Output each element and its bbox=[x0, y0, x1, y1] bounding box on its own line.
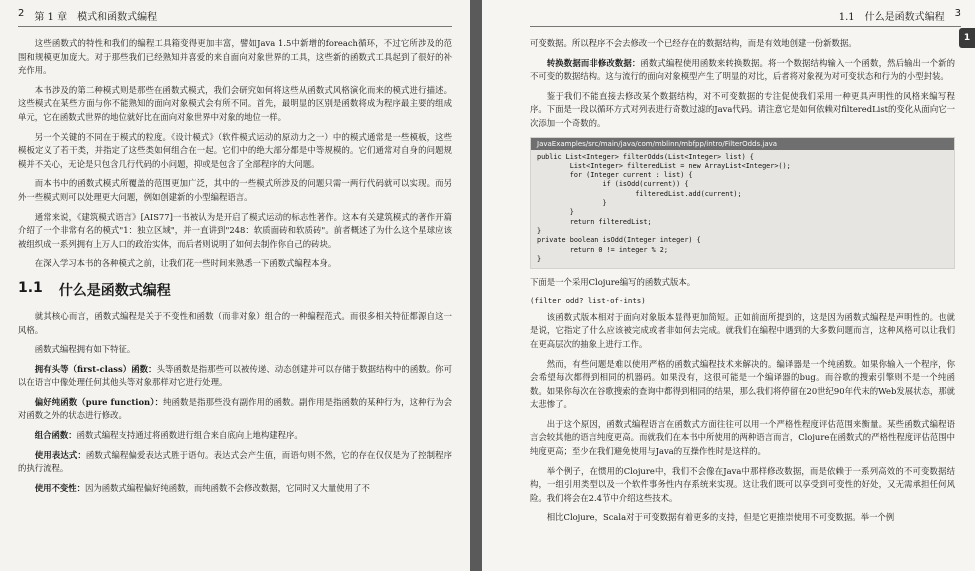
feature-item bbox=[18, 482, 452, 496]
feature-term: 拥有头等（first-class）函数： bbox=[34, 363, 157, 374]
page-number-right: 3 bbox=[954, 8, 961, 19]
paragraph: 可变数据。所以程序不会去修改一个已经存在的数据结构，而是有效地创建一份新数据。 bbox=[530, 38, 857, 48]
feature-text: 纯函数是指那些没有副作用的函数。副作用是指函数的某种行为，这种行为会对函数之外的状态进行修改。 bbox=[18, 396, 452, 421]
feature-text: 函数式编程使用函数来转换数据。将一个数据结构输入一个函数，然后输出一个新的不可变的数据结构。这与流行的面向对象模型产生了明显的对比，后者将对象视为对可变状态和行为的小型封装。 bbox=[530, 57, 955, 82]
running-head-left bbox=[18, 8, 452, 27]
chapter-tab-badge[interactable]: 1 bbox=[959, 28, 975, 48]
feature-text: 因为函数式编程偏好纯函数，而纯函数不会修改数据，它同时又大量使用了不 bbox=[85, 482, 370, 493]
left-page bbox=[0, 0, 470, 571]
feature-term: 组合函数： bbox=[34, 430, 77, 441]
paragraph: 通常来说，《建筑模式语言》[AIS77]一书被认为是开启了模式运动的标志性著作。这本有关建筑模式的著作开篇介绍了一个非常有名的模式"1：独立区域"，并一直讲到"248：软质面砖和软质砖"。前者概述了为什么这个星球应该被组织成一系列拥有上万人口的政治实体，而后者则说明了如何去制作你自己的砖块。 bbox=[18, 211, 452, 249]
paragraph: 出于这个原因，函数式编程语言在函数式方面往往可以用一个严格性程度评估范围来衡量。某些函数式编程语言会较其他的语言纯度更高。而就我们在本书中所使用的两种语言而言，Clojure在函数式的严格性程度评估范围中纯度更高；至少在我们避免使用与Java的互操作性时是这样的。 bbox=[530, 418, 955, 457]
paragraph: 函数式编程拥有如下特征。 bbox=[34, 344, 136, 355]
feature-term: 使用表达式： bbox=[34, 449, 86, 460]
feature-term: 使用不变性： bbox=[34, 482, 86, 493]
paragraph: 相比Clojure，Scala对于可变数据有着更多的支持，但是它更推崇使用不可变数据。举一个例 bbox=[546, 512, 895, 523]
feature-item bbox=[530, 57, 955, 84]
chapter-title: 第 1 章 模式和函数式编程 bbox=[34, 12, 158, 23]
feature-term: 偏好纯函数（pure function）： bbox=[34, 396, 164, 407]
section-running-title: 1.1 什么是函数式编程 bbox=[838, 12, 945, 23]
right-page bbox=[482, 0, 975, 571]
section-number: 1.1 bbox=[18, 279, 43, 296]
paragraph: 该函数式版本相对于面向对象版本显得更加简短。正如前面所提到的，这是因为函数式编程是声明性的。也就是说，它指定了什么应该被完成或者非如何去完成。就我们在编程中遇到的大多数问题而言，这种风格可以让我们在更高层次的抽象上进行工作。 bbox=[530, 311, 955, 349]
paragraph: 而本书中的函数式模式所覆盖的范围更加广泛，其中的一些模式所涉及的问题只需一两行代码就可以实现。而另外一些模式则可以处理更大问题，例如创建新的小型编程语言。 bbox=[18, 178, 452, 202]
paragraph: 举个例子，在惯用的Clojure中，我们不会像在Java中那样修改数据，而是依赖于一系列高效的不可变数据结构，一组引用类型以及一个软件事务性内存系统来实现。这让我们既可以享受到可变性的好处，又无需承担任何风险。我们将会在2.4节中介绍这些技术。 bbox=[530, 465, 955, 503]
paragraph: 然而，有些问题是难以使用严格的函数式编程技术来解决的。编译器是一个纯函数。如果你输入一个程序，你会希望每次都得到相同的机器码。如果没有，这很可能是一个编译器的bug。而谷歌的搜索引擎则不是一个纯函数。如果你每次在谷歌搜索的查询中都得到相同的结果，那么我们将停留在20世纪90年代末的Web发展状态，那就太悲惨了。 bbox=[530, 358, 955, 410]
paragraph: 就其核心而言，函数式编程是关于不变性和函数（而非对象）组合的一种编程范式。而很多相关特征都源自这一风格。 bbox=[18, 310, 452, 335]
feature-item bbox=[18, 396, 452, 423]
feature-text: 函数式编程支持通过将函数进行组合来自底向上地构建程序。 bbox=[76, 430, 303, 441]
paragraph: 鉴于我们不能直接去修改某个数据结构，对不可变数据的专注促使我们采用一种更具声明性的风格来编写程序。下面是一段以循环方式对列表进行奇数过滤的Java代码。请注意它是如何依赖对filteredList的变化从面向它一次添加一个奇数的。 bbox=[530, 90, 956, 128]
feature-text: 头等函数是指那些可以被传递、动态创建并可以存储于数据结构中的函数。你可以在语言中像处理任何其他头等对象那样对它进行处理。 bbox=[18, 363, 453, 388]
java-code-block: public List<Integer> filterOdds(List<Integer> list) { List<Integer> filteredList = new ArrayList<Integer>(); for (Integer current : list) { if (isOdd(current)) { filteredList.add(current); } } return filteredList; } private boolean isOdd(Integer integer) { return 0 != integer % 2; } bbox=[537, 152, 791, 263]
feature-item bbox=[18, 363, 452, 390]
paragraph: 下面是一个采用Clojure编写的函数式版本。 bbox=[530, 277, 696, 288]
feature-item bbox=[18, 449, 452, 476]
section-heading bbox=[18, 280, 452, 300]
paragraph: 这些函数式的特性和我们的编程工具箱变得更加丰富，譬如Java 1.5中新增的foreach循环，不过它所涉及的范围和规模更加庞大。对于那些我们已经熟知并喜爱的来自面向对象世界的工具，这些新的函数式工具起到了很好的补充作用。 bbox=[18, 38, 452, 76]
code-listing bbox=[530, 137, 955, 270]
page-number-left: 2 bbox=[18, 8, 25, 19]
code-file-path: JavaExamples/src/main/java/com/mblinn/mbfpp/intro/FilterOdds.java bbox=[531, 138, 954, 150]
feature-item bbox=[18, 429, 452, 443]
paragraph: 在深入学习本书的各种模式之前，让我们花一些时间来熟悉一下函数式编程本身。 bbox=[34, 258, 337, 269]
section-title: 什么是函数式编程 bbox=[58, 282, 171, 299]
feature-term: 转换数据而非修改数据： bbox=[546, 57, 641, 68]
feature-text: 函数式编程偏爱表达式胜于语句。表达式会产生值，而语句则不然，它的存在仅仅是为了控制程序的执行流程。 bbox=[18, 449, 453, 474]
running-head-right bbox=[530, 8, 961, 27]
paragraph: 另一个关键的不同在于模式的粒度。《设计模式》（软件模式运动的原动力之一）中的模式通常是一些模板，这些模板定义了若干类，并指定了这些类如何组合在一起。它们中的绝大部分都是中等规模的。它们通常对自身的问题规模并不关心，无论是只包含几行代码的小问题，抑或是包含了全部程序的大问题。 bbox=[18, 131, 452, 169]
clojure-code-line: (filter odd? list-of-ints) bbox=[530, 295, 646, 305]
paragraph: 本书涉及的第二种模式则是那些在函数式模式，我们会研究如何将这些从函数式风格演化而来的模式进行描述。这些模式在某些方面与你不能熟知的面向对象模式会有所不同。首先，最明显的区别是函数将成为程序最主要的组成单元，它在函数式世界的地位就好比在面向对象世界中对象的地位一样。 bbox=[18, 84, 452, 122]
